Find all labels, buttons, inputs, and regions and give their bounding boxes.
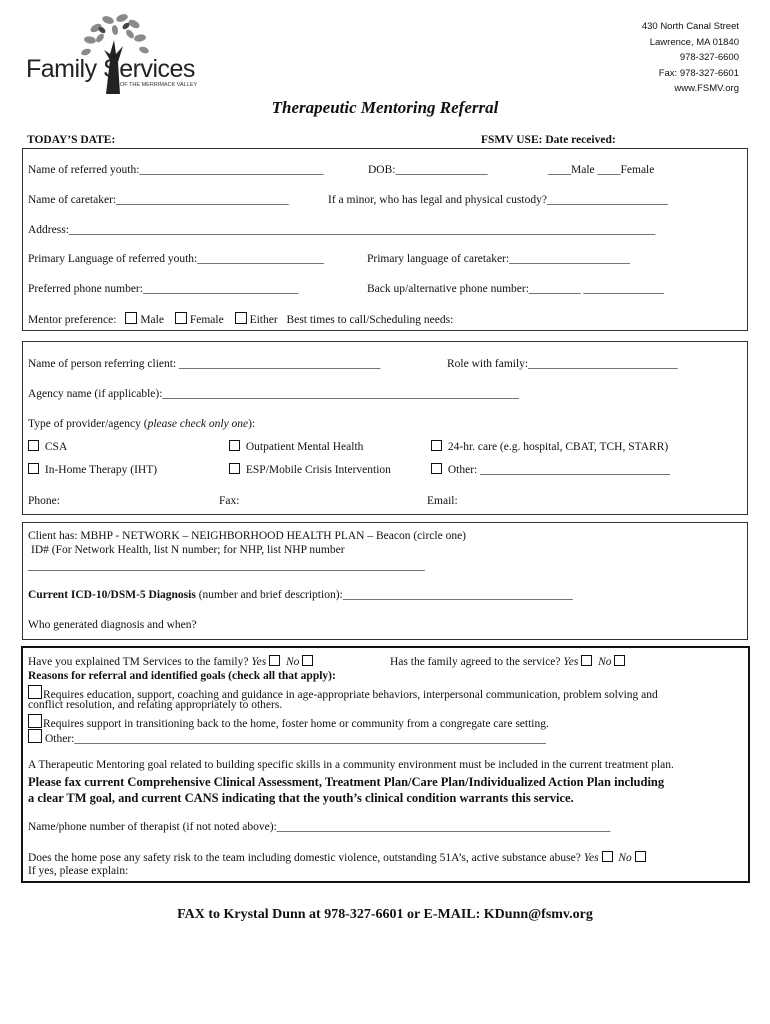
org-address <box>642 19 739 97</box>
preferred-phone-field[interactable]: Preferred phone number:___________________________ <box>28 283 299 295</box>
address-line: Lawrence, MA 01840 <box>649 36 739 48</box>
provider-type-italic: please check only one <box>147 418 249 430</box>
diagnosis-description: (number and brief description):________________________________________ <box>195 589 573 601</box>
dob-field[interactable]: DOB:________________ <box>368 164 488 176</box>
reason-other-checkbox[interactable] <box>28 729 42 743</box>
safety-row <box>28 851 649 864</box>
mentor-preference-label: Mentor preference: <box>28 314 117 326</box>
todays-date-label: TODAY’S DATE: <box>27 134 116 146</box>
iht-label: In-Home Therapy (IHT) <box>44 464 158 476</box>
agreed-yes-checkbox[interactable] <box>581 655 592 666</box>
explained-yes-label: Yes <box>251 656 267 668</box>
option-esp[interactable] <box>229 463 391 476</box>
reason-transition[interactable] <box>28 714 549 730</box>
explained-yes-checkbox[interactable] <box>269 655 280 666</box>
option-csa[interactable] <box>28 440 67 453</box>
youth-language-field[interactable]: Primary Language of referred youth:______________________ <box>28 253 324 265</box>
option-other[interactable] <box>431 463 670 476</box>
reason-education-checkbox[interactable] <box>28 685 42 699</box>
agreed-no-checkbox[interactable] <box>614 655 625 666</box>
safety-no-label: No <box>618 852 632 864</box>
explained-row <box>28 655 316 668</box>
caretaker-name-field[interactable]: Name of caretaker:______________________________ <box>28 194 289 206</box>
client-has-text: Client has: MBHP - NETWORK – NEIGHBORHOOD HEALTH PLAN – Beacon (circle one) <box>28 530 466 542</box>
explained-no-label: No <box>286 656 300 668</box>
address-website: www.FSMV.org <box>674 83 739 94</box>
agreed-question: Has the family agreed to the service? <box>390 656 561 668</box>
best-times-field[interactable]: Best times to call/Scheduling needs: <box>286 314 454 326</box>
either-checkbox[interactable] <box>235 312 247 324</box>
agreed-no-label: No <box>598 656 612 668</box>
reason-other[interactable] <box>28 729 546 745</box>
option-iht[interactable] <box>28 463 157 476</box>
therapist-field[interactable]: Name/phone number of therapist (if not noted above):__________________________________________________________ <box>28 821 611 833</box>
caretaker-language-field[interactable]: Primary language of caretaker:_____________________ <box>367 253 630 265</box>
csa-checkbox[interactable] <box>28 440 39 451</box>
outpatient-checkbox[interactable] <box>229 440 240 451</box>
option-outpatient[interactable] <box>229 440 363 453</box>
reason-education-cont: conflict resolution, and relating appropriately to others. <box>28 699 283 711</box>
custody-field[interactable]: If a minor, who has legal and physical custody?_____________________ <box>328 194 668 206</box>
fax-instructions-line1: Please fax current Comprehensive Clinical Assessment, Treatment Plan/Care Plan/Individualized Action Plan including <box>28 775 665 789</box>
gender-field[interactable]: ____Male ____Female <box>548 164 655 176</box>
fsmv-use-label: FSMV USE: Date received: <box>481 134 616 146</box>
provider-type-end: ): <box>248 418 256 430</box>
csa-label: CSA <box>44 441 68 453</box>
esp-checkbox[interactable] <box>229 463 240 474</box>
reason-other-text: Other:__________________________________________________________________________________ <box>45 733 546 745</box>
id-number-label: ID# (For Network Health, list N number; for NHP, list NHP number <box>31 544 345 556</box>
reasons-heading: Reasons for referral and identified goals (check all that apply): <box>28 670 336 682</box>
explained-question: Have you explained TM Services to the family? <box>28 656 249 668</box>
explained-no-checkbox[interactable] <box>302 655 313 666</box>
safety-no-checkbox[interactable] <box>635 851 646 862</box>
id-number-field[interactable]: _____________________________________________________________________ <box>28 560 425 572</box>
diagnosis-label: Current ICD-10/DSM-5 Diagnosis <box>28 589 196 601</box>
agreed-row <box>390 655 628 668</box>
referrer-name-field[interactable]: Name of person referring client: ___________________________________ <box>28 358 381 370</box>
footer-contact: FAX to Krystal Dunn at 978-327-6601 or E-MAIL: KDunn@fsmv.org <box>177 907 593 922</box>
esp-label: ESP/Mobile Crisis Intervention <box>245 464 391 476</box>
diagnosis-field[interactable] <box>28 589 573 601</box>
provider-type-text: Type of provider/agency ( <box>28 418 148 430</box>
other-checkbox[interactable] <box>431 463 442 474</box>
agency-name-field[interactable]: Agency name (if applicable):______________________________________________________________ <box>28 388 519 400</box>
form-title: Therapeutic Mentoring Referral <box>271 98 499 117</box>
address-fax: Fax: 978-327-6601 <box>658 67 739 79</box>
option-24hr[interactable] <box>431 440 668 453</box>
reason-education-text: Requires education, support, coaching and guidance in age-appropriate behaviors, interpersonal communication, problem solving and <box>43 689 658 701</box>
backup-phone-field[interactable]: Back up/alternative phone number:_________ ______________ <box>367 283 665 295</box>
logo-name: Family Services <box>26 55 195 83</box>
address-phone: 978-327-6600 <box>679 52 739 63</box>
safety-question: Does the home pose any safety risk to the team including domestic violence, outstanding 51A’s, active substance abuse? <box>28 852 581 864</box>
agreed-yes-label: Yes <box>563 656 579 668</box>
female-label: Female <box>189 314 224 326</box>
iht-checkbox[interactable] <box>28 463 39 474</box>
safety-explain-field[interactable]: If yes, please explain: <box>28 865 129 877</box>
other-label: Other: _________________________________ <box>447 464 670 476</box>
safety-yes-label: Yes <box>583 852 599 864</box>
address-line: 430 North Canal Street <box>641 21 739 32</box>
outpatient-label: Outpatient Mental Health <box>245 441 364 453</box>
tm-goal-note: A Therapeutic Mentoring goal related to building specific skills in a community environment must be included in the current treatment plan. <box>28 759 674 771</box>
provider-type-label <box>28 418 255 430</box>
role-field[interactable]: Role with family:__________________________ <box>447 358 678 370</box>
mentor-preference-row <box>28 312 453 326</box>
male-checkbox[interactable] <box>125 312 137 324</box>
address-field[interactable]: Address:______________________________________________________________________________________________________ <box>28 224 656 236</box>
reason-transition-checkbox[interactable] <box>28 714 42 728</box>
referrer-phone-field[interactable]: Phone: <box>28 495 60 507</box>
reason-transition-text: Requires support in transitioning back to the home, foster home or community from a congregate care setting. <box>43 718 549 730</box>
referrer-fax-field[interactable]: Fax: <box>219 495 240 507</box>
24hr-checkbox[interactable] <box>431 440 442 451</box>
safety-yes-checkbox[interactable] <box>602 851 613 862</box>
male-label: Male <box>140 314 164 326</box>
diagnosis-who-field[interactable]: Who generated diagnosis and when? <box>28 619 197 631</box>
fax-instructions-line2: a clear TM goal, and current CANS indicating that the youth’s clinical condition warrants this service. <box>28 791 574 805</box>
referrer-email-field[interactable]: Email: <box>427 495 458 507</box>
logo-subtitle: OF THE MERRIMACK VALLEY <box>120 82 198 88</box>
either-label: Either <box>249 314 278 326</box>
youth-name-field[interactable]: Name of referred youth:________________________________ <box>28 164 324 176</box>
female-checkbox[interactable] <box>175 312 187 324</box>
24hr-label: 24-hr. care (e.g. hospital, CBAT, TCH, STARR) <box>447 441 669 453</box>
